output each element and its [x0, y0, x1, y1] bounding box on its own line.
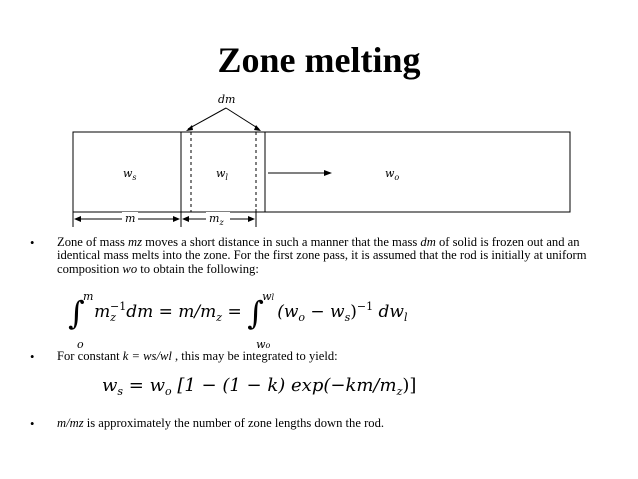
rod [73, 132, 570, 212]
bullet-text-2: For constant k = ws/wl , this may be integrated to yield: [57, 349, 338, 363]
bullet-marker-2: • [30, 350, 35, 364]
bullet-text-1: Zone of mass mz moves a short distance in such a manner that the mass dm of solid is frozen out and an identical mass melts into the zone. For the first zone pass, it is assumed that the rod is initially at uniform composition wo to obtain the following: [57, 235, 587, 276]
mz-label: $m_z$ [209, 212, 224, 227]
equation-solution: $w_s = w_o$ [1 − (1 − k) $\exp(-km/m_z)$] [102, 375, 417, 398]
zone-melting-diagram [0, 85, 638, 235]
equation-integral: ∫ m o $m_z^{-1}dm = m/m_z$ = ∫ wl wo $(w_o - w_s)^{-1}$ $dw_l$ [68, 290, 408, 351]
m-label: m [125, 212, 136, 225]
dm-label: dm [218, 93, 236, 106]
ws-label: $w_s$ [123, 167, 137, 182]
bullet-marker-1: • [30, 236, 35, 250]
wo-label: $w_o$ [385, 167, 400, 182]
bullet-marker-3: • [30, 417, 35, 431]
slide-title: Zone melting [217, 40, 421, 80]
dm-arrow-left [186, 125, 193, 131]
bullet-text-3: m/mz is approximately the number of zone lengths down the rod. [57, 416, 385, 430]
zone-motion-arrowhead [324, 170, 332, 176]
wl-label: $w_l$ [216, 167, 228, 182]
